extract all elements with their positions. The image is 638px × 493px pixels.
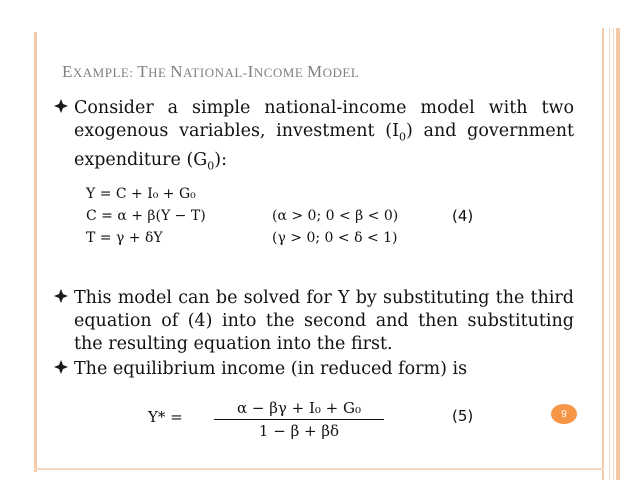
equation-label-5: (5) — [452, 407, 474, 425]
slide-title: EXAMPLE: THE NATIONAL-INCOME MODEL — [62, 62, 360, 81]
fraction-denominator: 1 − β + βδ — [258, 422, 340, 440]
bullet-item-model-intro — [54, 97, 574, 177]
bullet-text: Consider a simple national-income model with two exogenous variables, investment $(I_0)$ and government expenditure $(G_0)$: — [74, 98, 574, 172]
left-frame-line — [34, 32, 37, 472]
right-frame-stripe — [609, 28, 610, 480]
equation-lhs: Y* = — [148, 408, 183, 426]
equation-income: Y = C + I₀ + G₀ — [86, 186, 196, 202]
equation-label-4: (4) — [452, 207, 474, 225]
bullet-text: The equilibrium income (in reduced form) is — [74, 359, 468, 379]
right-frame-line-inner — [602, 28, 604, 480]
equation-tax: T = γ + δY — [86, 230, 163, 246]
fraction-numerator: α − βγ + I₀ + G₀ — [214, 399, 384, 420]
fraction — [214, 399, 384, 440]
equation-consumption: C = α + β(Y − T) — [86, 208, 206, 224]
diamond-bullet-icon — [54, 289, 68, 303]
bullet-item-equilibrium — [54, 358, 574, 381]
equation-tax-condition: (γ > 0; 0 < δ < 1) — [272, 230, 398, 246]
diamond-bullet-icon — [54, 360, 68, 374]
page-number-badge: 9 — [551, 404, 577, 424]
bottom-frame-line — [34, 468, 604, 470]
bullet-text: This model can be solved for Y by substituting the third equation of (4) into the second and then substituting the resulting equation into the first. — [74, 288, 574, 354]
right-frame-stripe — [613, 28, 614, 480]
bullet-item-substitution — [54, 287, 574, 356]
diamond-bullet-icon — [54, 99, 68, 113]
right-frame-line-outer — [616, 28, 620, 480]
equation-consumption-condition: (α > 0; 0 < β < 0) — [272, 208, 399, 224]
